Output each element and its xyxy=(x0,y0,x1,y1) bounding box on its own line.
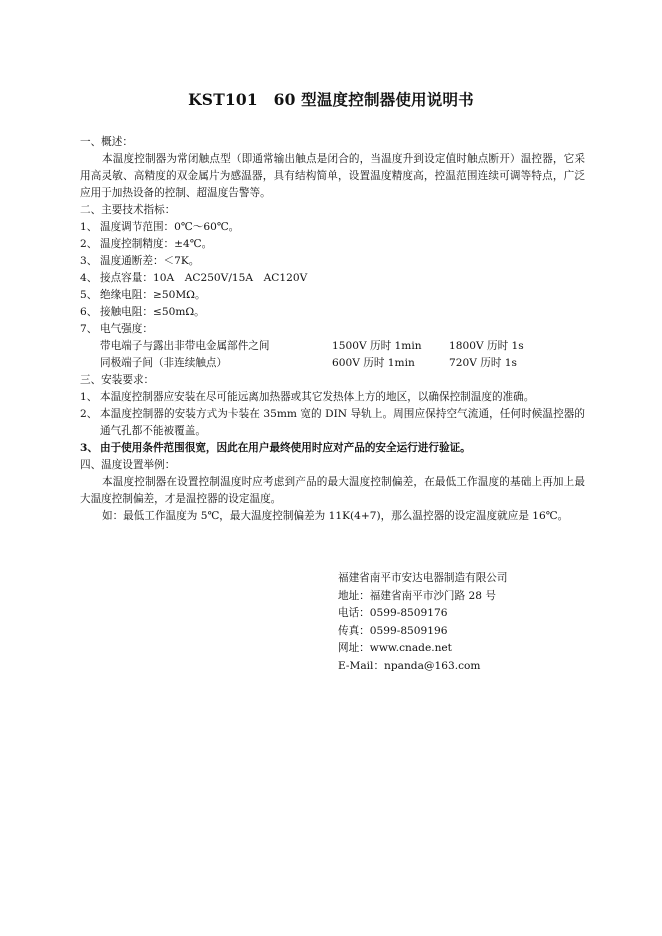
spec-item-number: 2、 xyxy=(80,238,98,250)
spec-item xyxy=(80,321,585,338)
spec-item xyxy=(80,287,585,304)
example-paragraph: 本温度控制器在设置控制温度时应考虑到产品的最大温度控制偏差，在最低工作温度的基础上再加上最大温度控制偏差，才是温控器的设定温度。 xyxy=(80,476,585,505)
install-item-text: 本温度控制器应安装在尽可能远离加热器或其它发热体上方的地区，以确保控制温度的准确。 xyxy=(100,391,535,403)
overview-paragraph: 本温度控制器为常闭触点型（即通常输出触点是闭合的，当温度升到设定值时触点断开）温控器，它采用高灵敏、高精度的双金属片为感温器，具有结构简单，设置温度精度高，控温范围连续可调等特点，广泛应用于加热设备的控制、超温度告警等。 xyxy=(80,153,585,199)
company-email: E-Mail：npanda@163.com xyxy=(338,659,481,672)
section-heading-overview: 一、概述： xyxy=(80,136,133,148)
company-name: 福建省南平市安达电器制造有限公司 xyxy=(338,572,508,584)
spec-item-number: 6、 xyxy=(80,306,98,318)
strength-row-value-2: 1800V 历时 1s xyxy=(449,340,524,352)
company-website: 网址：www.cnade.net xyxy=(338,642,452,655)
spec-item xyxy=(80,270,585,287)
install-item-text: 本温度控制器的安装方式为卡装在 35mm 宽的 DIN 导轨上。周围应保持空气流通，任何时候温控器的通气孔都不能被覆盖。 xyxy=(100,408,585,437)
section-heading-installation: 三、安装要求： xyxy=(80,374,155,386)
spec-item-number: 5、 xyxy=(80,289,98,301)
company-address: 地址：福建省南平市沙门路 28 号 xyxy=(338,589,496,602)
strength-row-value-2: 720V 历时 1s xyxy=(449,357,517,369)
document-body xyxy=(80,134,585,525)
section-heading-example: 四、温度设置举例： xyxy=(80,459,176,471)
install-item xyxy=(80,406,585,440)
company-fax: 传真：0599-8509196 xyxy=(338,624,448,637)
contact-block xyxy=(338,570,508,676)
spec-item-text: 接点容量：10A AC250V/15A AC120V xyxy=(100,272,308,284)
spec-item-text: 温度通断差：＜7K。 xyxy=(100,255,200,267)
strength-row-value-1: 600V 历时 1min xyxy=(332,357,415,369)
spec-item xyxy=(80,236,585,253)
strength-row-value-1: 1500V 历时 1min xyxy=(332,340,422,352)
spec-item-number: 7、 xyxy=(80,323,98,335)
strength-row-desc: 带电端子与露出非带电金属部件之间 xyxy=(100,340,270,352)
spec-item-text: 温度调节范围：0℃～60℃。 xyxy=(100,221,240,233)
strength-row xyxy=(80,338,585,355)
spec-item xyxy=(80,253,585,270)
spec-item xyxy=(80,304,585,321)
install-item-number: 3、 xyxy=(80,442,98,454)
spec-item-text: 电气强度： xyxy=(100,323,153,335)
section-heading-specs: 二、主要技术指标： xyxy=(80,204,176,216)
example-calculation: 如：最低工作温度为 5℃，最大温度控制偏差为 11K(4+7)，那么温控器的设定温度就应是 16℃。 xyxy=(102,510,569,522)
install-item-number: 1、 xyxy=(80,391,98,403)
spec-item-number: 3、 xyxy=(80,255,98,267)
company-phone: 电话：0599-8509176 xyxy=(338,607,448,620)
strength-row xyxy=(80,355,585,372)
spec-item xyxy=(80,219,585,236)
spec-item-text: 温度控制精度：±4℃。 xyxy=(100,238,213,250)
install-item-number: 2、 xyxy=(80,408,98,420)
spec-item-number: 1、 xyxy=(80,221,98,233)
spec-item-text: 绝缘电阻：≥50MΩ。 xyxy=(100,289,206,301)
spec-item-number: 4、 xyxy=(80,272,98,284)
spec-item-text: 接触电阻：≤50mΩ。 xyxy=(100,306,205,318)
install-item xyxy=(80,389,585,406)
document-title: KST101 60 型温度控制器使用说明书 xyxy=(188,90,474,109)
install-item-text: 由于使用条件范围很宽，因此在用户最终使用时应对产品的安全运行进行验证。 xyxy=(100,442,471,454)
strength-row-desc: 同极端子间（非连续触点） xyxy=(100,357,228,369)
install-item-warning xyxy=(80,440,585,457)
